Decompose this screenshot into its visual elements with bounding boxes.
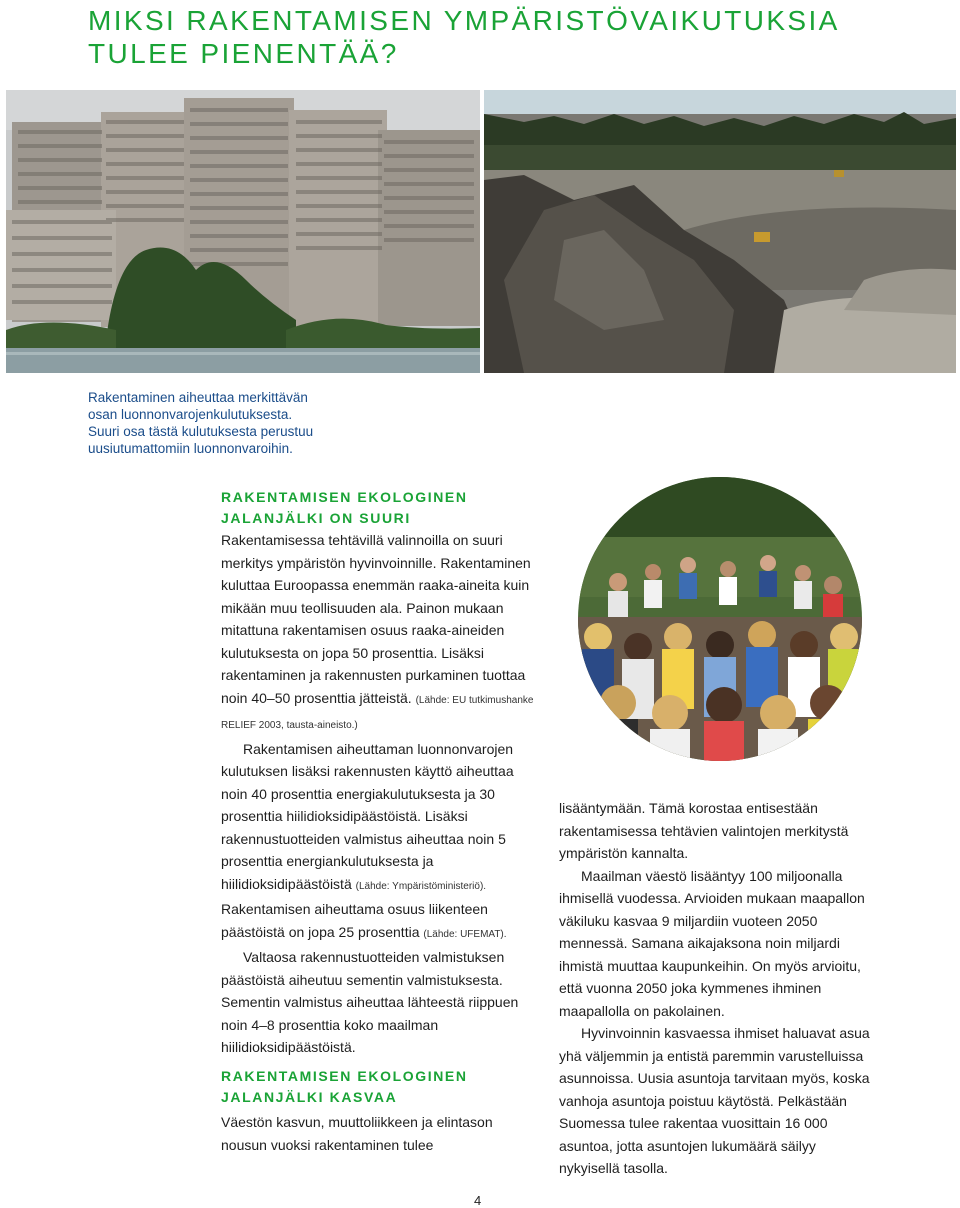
caption-line-4: uusiutumattomiin luonnonvaroihin.	[88, 441, 293, 456]
caption-line-2: osan luonnonvarojenkulutuksesta.	[88, 407, 293, 422]
section2-paragraph-1-continued: lisääntymään. Tämä korostaa entisestään rakentamisessa tehtävien valintojen merkitystä ympäristön kannalta.	[559, 800, 849, 861]
rock-quarry-photo	[484, 90, 956, 373]
section-heading-growing-footprint: RAKENTAMISEN EKOLOGINEN JALANJÄLKI KASVAA	[221, 1068, 468, 1105]
section2-start	[221, 1066, 537, 1108]
section1-paragraph-2-text-2: Rakentamisen aiheuttama osuus liikenteen päästöistä on jopa 25 prosenttia	[221, 901, 488, 940]
right-text-column	[559, 797, 875, 1180]
section-heading-large-footprint: RAKENTAMISEN EKOLOGINEN JALANJÄLKI ON SUURI	[221, 489, 468, 526]
section1-paragraph-3: Valtaosa rakennustuotteiden valmistuksen päästöistä aiheutuu sementin valmistuksesta. Sementin valmistus aiheuttaa lähteestä riippuen noin 4–8 prosenttia koko maailman hiilidioksidipäästöistä.	[221, 949, 519, 1055]
section1-paragraph-2	[221, 738, 537, 947]
section2-paragraph-1: Väestön kasvun, muuttoliikkeen ja elintason nousun vuoksi rakentaminen tulee	[221, 1114, 493, 1153]
section2-paragraph-3: Hyvinvoinnin kasvaessa ihmiset haluavat asua yhä väljemmin ja entistä paremmin varustelluissa asunnoissa. Uusia asuntoja tarvitaan myös, koska vanhoja asuntoja poistuu käytöstä. Pelkästään Suomessa tulee rakentaa vuosittain 16 000 asuntoa, jotta asuntojen lukumäärä säilyy nykyisellä tasolla.	[559, 1025, 870, 1176]
caption-line-1: Rakentaminen aiheuttaa merkittävän	[88, 390, 308, 405]
apartment-buildings-photo	[6, 90, 480, 373]
section1-paragraph-1-text: Rakentamisessa tehtävillä valinnoilla on suuri merkitys ympäristön hyvinvoinnille. Rakentaminen kuluttaa Euroopassa enemmän raaka-aineita kuin mikään muu teollisuuden ala. Painon mukaan mitattuna rakentamisen osuus raaka-aineiden kulutuksesta on jopa 50 prosenttia. Lisäksi rakentaminen ja rakennusten purkaminen tuottaa noin 40–50 prosenttia jätteistä.	[221, 532, 531, 706]
page-title-line-1: MIKSI RAKENTAMISEN YMPÄRISTÖVAIKUTUKSIA	[88, 5, 840, 36]
section1-paragraph-2-text: Rakentamisen aiheuttaman luonnonvarojen kulutuksen lisäksi rakennusten käyttö aiheuttaa noin 40 prosenttia energiakulutuksesta ja 30 prosenttia hiilidioksidipäästöistä. Lisäksi rakennustuotteiden valmistus aiheuttaa noin 5 prosenttia energiankulutuksesta ja hiilidioksidipäästöistä	[221, 740, 514, 892]
photo-caption	[88, 389, 328, 457]
section1-paragraph-1	[221, 529, 537, 738]
source-note-ufemat: (Lähde: UFEMAT).	[423, 928, 507, 940]
left-text-column	[221, 487, 537, 1059]
source-note-ministry: (Lähde: Ympäristöministeriö).	[355, 880, 487, 892]
section2-paragraph-2: Maailman väestö lisääntyy 100 miljoonalla ihmisellä vuodessa. Arvioiden mukaan maapallon väkiluku kasvaa 9 miljardiin vuoteen 2050 mennessä. Samana aikajaksona noin miljardi ihmistä muuttaa kaupunkeihin. On myös arvioitu, että vuonna 2050 joka kymmenes ihminen maapallolla on pakolainen.	[559, 867, 865, 1019]
page-number: 4	[474, 1193, 482, 1208]
page-title	[88, 4, 908, 70]
section2-paragraph-1-part-a	[221, 1111, 537, 1156]
caption-line-3: Suuri osa tästä kulutuksesta perustuu	[88, 424, 314, 439]
runners-crowd-photo	[578, 477, 862, 761]
page-title-line-2: TULEE PIENENTÄÄ?	[88, 38, 399, 69]
source-note-relief: (Lähde: EU tutkimushanke RELIEF 2003, tausta-aineisto.)	[221, 694, 534, 731]
